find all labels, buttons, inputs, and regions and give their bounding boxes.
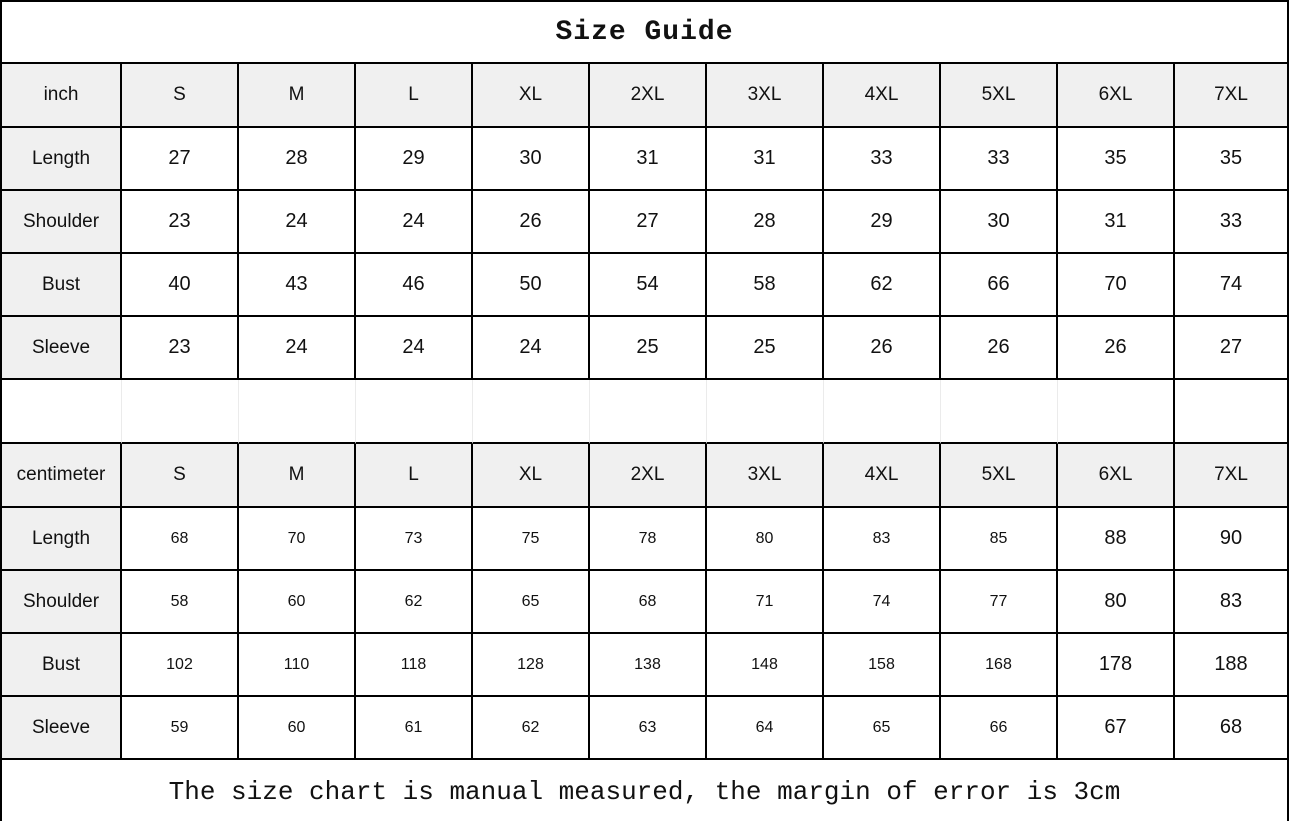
size-value-cell: 148 [707, 634, 824, 697]
size-value-cell: 23 [122, 191, 239, 254]
size-value-cell: 40 [122, 254, 239, 317]
size-value-cell: 110 [239, 634, 356, 697]
size-value-cell: 68 [590, 571, 707, 634]
size-value-cell: 83 [1175, 571, 1287, 634]
measurement-row [2, 191, 1287, 254]
title-row [2, 2, 1287, 64]
size-value-cell: 60 [239, 697, 356, 760]
size-value-cell: 33 [1175, 191, 1287, 254]
measurement-row [2, 571, 1287, 634]
size-value-cell: 83 [824, 508, 941, 571]
spacer-cell [473, 380, 590, 444]
spacer-cell [824, 380, 941, 444]
size-header-cell: 6XL [1058, 444, 1175, 508]
size-header-cell: 3XL [707, 444, 824, 508]
size-header-row [2, 64, 1287, 128]
spacer-cell [122, 380, 239, 444]
unit-header-cell: inch [2, 64, 122, 128]
row-label: Length [2, 508, 122, 571]
size-header-cell: 4XL [824, 64, 941, 128]
size-value-cell: 29 [824, 191, 941, 254]
size-header-cell: 7XL [1175, 444, 1287, 508]
size-value-cell: 80 [1058, 571, 1175, 634]
size-guide-table [2, 2, 1287, 821]
size-value-cell: 66 [941, 697, 1058, 760]
spacer-row [2, 380, 1287, 444]
size-value-cell: 74 [1175, 254, 1287, 317]
size-value-cell: 35 [1058, 128, 1175, 191]
size-value-cell: 24 [356, 191, 473, 254]
size-header-cell: XL [473, 64, 590, 128]
size-value-cell: 188 [1175, 634, 1287, 697]
size-value-cell: 31 [1058, 191, 1175, 254]
size-value-cell: 85 [941, 508, 1058, 571]
size-value-cell: 75 [473, 508, 590, 571]
size-value-cell: 88 [1058, 508, 1175, 571]
size-header-cell: 7XL [1175, 64, 1287, 128]
size-value-cell: 65 [473, 571, 590, 634]
size-value-cell: 178 [1058, 634, 1175, 697]
size-value-cell: 46 [356, 254, 473, 317]
page-title: Size Guide [2, 2, 1287, 64]
size-value-cell: 168 [941, 634, 1058, 697]
size-header-cell: 3XL [707, 64, 824, 128]
size-header-cell: M [239, 64, 356, 128]
size-value-cell: 74 [824, 571, 941, 634]
size-header-cell: 5XL [941, 64, 1058, 128]
size-value-cell: 24 [239, 317, 356, 380]
size-value-cell: 66 [941, 254, 1058, 317]
size-value-cell: 138 [590, 634, 707, 697]
size-value-cell: 27 [590, 191, 707, 254]
size-value-cell: 26 [1058, 317, 1175, 380]
size-value-cell: 68 [122, 508, 239, 571]
size-value-cell: 64 [707, 697, 824, 760]
spacer-cell [1175, 380, 1287, 444]
measurement-row [2, 697, 1287, 760]
size-value-cell: 102 [122, 634, 239, 697]
size-value-cell: 26 [824, 317, 941, 380]
size-value-cell: 50 [473, 254, 590, 317]
size-value-cell: 30 [473, 128, 590, 191]
spacer-cell [2, 380, 122, 444]
size-value-cell: 58 [122, 571, 239, 634]
size-value-cell: 31 [707, 128, 824, 191]
measurement-row [2, 634, 1287, 697]
size-value-cell: 26 [941, 317, 1058, 380]
size-value-cell: 61 [356, 697, 473, 760]
size-value-cell: 60 [239, 571, 356, 634]
size-value-cell: 28 [707, 191, 824, 254]
measurement-row [2, 317, 1287, 380]
size-value-cell: 33 [941, 128, 1058, 191]
row-label: Sleeve [2, 317, 122, 380]
size-header-cell: S [122, 64, 239, 128]
size-value-cell: 59 [122, 697, 239, 760]
size-value-cell: 30 [941, 191, 1058, 254]
size-value-cell: 118 [356, 634, 473, 697]
measurement-row [2, 508, 1287, 571]
size-value-cell: 58 [707, 254, 824, 317]
size-value-cell: 24 [356, 317, 473, 380]
size-value-cell: 68 [1175, 697, 1287, 760]
spacer-cell [239, 380, 356, 444]
size-header-cell: 6XL [1058, 64, 1175, 128]
size-header-cell: S [122, 444, 239, 508]
size-value-cell: 31 [590, 128, 707, 191]
size-value-cell: 23 [122, 317, 239, 380]
size-header-cell: XL [473, 444, 590, 508]
size-value-cell: 63 [590, 697, 707, 760]
size-value-cell: 24 [239, 191, 356, 254]
size-header-cell: L [356, 444, 473, 508]
size-value-cell: 35 [1175, 128, 1287, 191]
size-header-row [2, 444, 1287, 508]
size-value-cell: 62 [824, 254, 941, 317]
size-value-cell: 26 [473, 191, 590, 254]
size-value-cell: 25 [590, 317, 707, 380]
size-value-cell: 73 [356, 508, 473, 571]
unit-header-cell: centimeter [2, 444, 122, 508]
footer-note: The size chart is manual measured, the margin of error is 3cm [2, 760, 1287, 821]
spacer-cell [590, 380, 707, 444]
measurement-row [2, 254, 1287, 317]
size-header-cell: 2XL [590, 444, 707, 508]
size-header-cell: 5XL [941, 444, 1058, 508]
size-value-cell: 27 [122, 128, 239, 191]
size-value-cell: 62 [473, 697, 590, 760]
size-value-cell: 77 [941, 571, 1058, 634]
size-value-cell: 78 [590, 508, 707, 571]
size-value-cell: 43 [239, 254, 356, 317]
row-label: Shoulder [2, 191, 122, 254]
spacer-cell [356, 380, 473, 444]
size-value-cell: 71 [707, 571, 824, 634]
row-label: Bust [2, 254, 122, 317]
row-label: Length [2, 128, 122, 191]
size-value-cell: 70 [1058, 254, 1175, 317]
size-header-cell: 4XL [824, 444, 941, 508]
size-value-cell: 65 [824, 697, 941, 760]
spacer-cell [941, 380, 1058, 444]
size-table-body [2, 2, 1287, 821]
size-value-cell: 54 [590, 254, 707, 317]
size-header-cell: 2XL [590, 64, 707, 128]
size-value-cell: 28 [239, 128, 356, 191]
size-value-cell: 27 [1175, 317, 1287, 380]
size-value-cell: 128 [473, 634, 590, 697]
size-value-cell: 158 [824, 634, 941, 697]
measurement-row [2, 128, 1287, 191]
spacer-cell [1058, 380, 1175, 444]
size-value-cell: 29 [356, 128, 473, 191]
size-value-cell: 62 [356, 571, 473, 634]
size-value-cell: 25 [707, 317, 824, 380]
footer-row [2, 760, 1287, 821]
row-label: Sleeve [2, 697, 122, 760]
size-value-cell: 80 [707, 508, 824, 571]
row-label: Bust [2, 634, 122, 697]
size-value-cell: 70 [239, 508, 356, 571]
size-header-cell: L [356, 64, 473, 128]
spacer-cell [707, 380, 824, 444]
size-value-cell: 33 [824, 128, 941, 191]
size-value-cell: 90 [1175, 508, 1287, 571]
size-value-cell: 24 [473, 317, 590, 380]
size-header-cell: M [239, 444, 356, 508]
row-label: Shoulder [2, 571, 122, 634]
size-value-cell: 67 [1058, 697, 1175, 760]
